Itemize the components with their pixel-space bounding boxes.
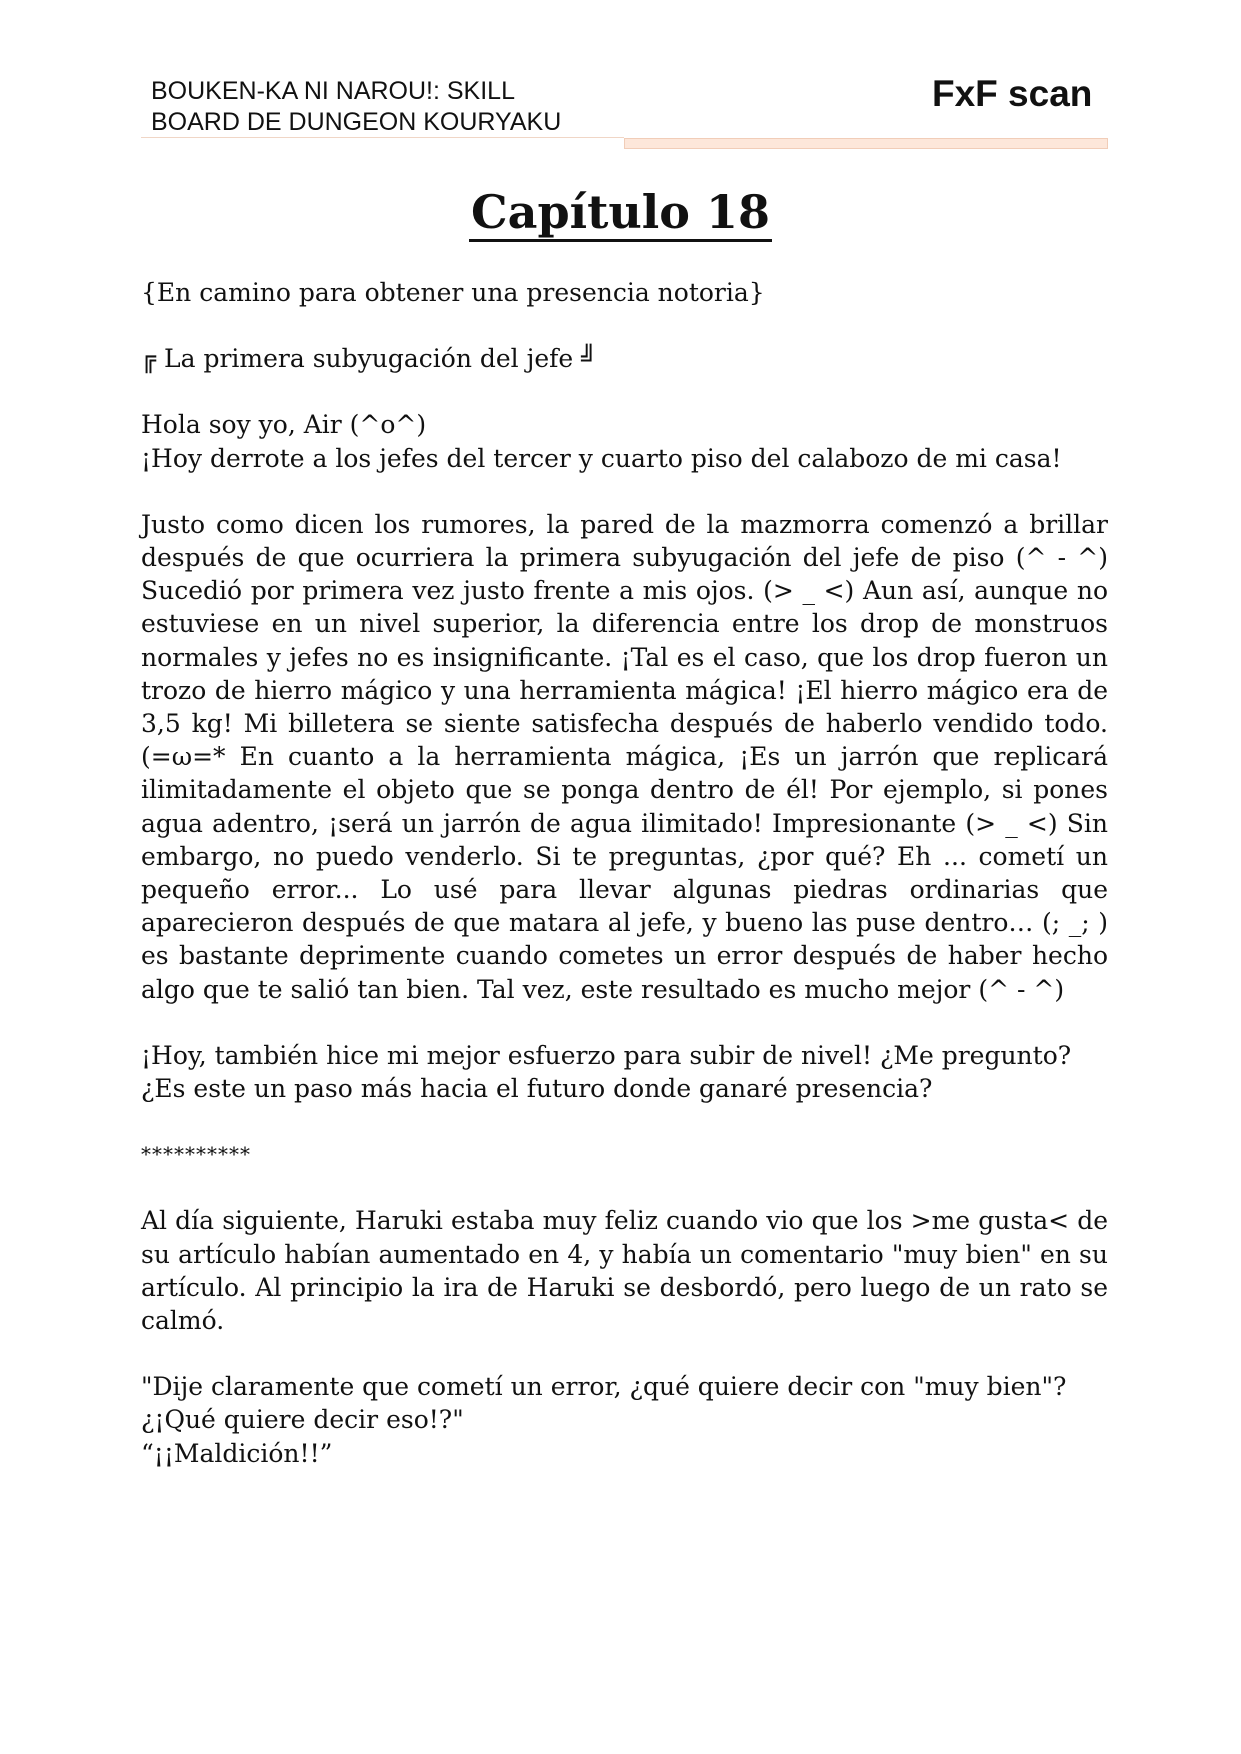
dialogue-quote-1: "Dije claramente que cometí un error, ¿qué quiere decir con "muy bien"? ¿¡Qué quiere decir eso!?" (141, 1372, 1067, 1435)
next-day-paragraph: Al día siguiente, Haruki estaba muy feliz cuando vio que los >me gusta< de su artículo habían aumentado en 4, y había un comentario "muy bien" en su artículo. Al principio la ira de Haruki se desbordó, pero luego de un rato se calmó. (141, 1206, 1108, 1336)
post-title: ╔ La primera subyugación del jefe ╝ (141, 344, 597, 374)
main-paragraph: Justo como dicen los rumores, la pared de la mazmorra comenzó a brillar después de que ocurriera la primera subyugación del jefe de piso (^ - ^) Sucedió por primera vez justo frente a mis ojos. (> _ <) Aun así, aunque no estuviese en un nivel superior, la diferencia entre los drop de monstruos normales y jefes no es insignificante. ¡Tal es el caso, que los drop fueron un trozo de hierro mágico y una herramienta mágica! ¡El hierro mágico era de 3,5 kg! Mi billetera se siente satisfecha después de haberlo vendido todo. (=ω=* En cuanto a la herramienta mágica, ¡Es un jarrón que replicará ilimitadamente el objeto que se ponga dentro de él! Por ejemplo, si pones agua adentro, ¡será un jarrón de agua ilimitado! Impresionante (> _ <) Sin embargo, no puedo venderlo. Si te preguntas, ¿por qué? Eh ... cometí un pequeño error... Lo usé para llevar algunas piedras ordinarias que aparecieron después de que matara al jefe, y bueno las puse dentro… (; _; ) es bastante deprimente cuando cometes un error después de haber hecho algo que te salió tan bien. Tal vez, este resultado es mucho mejor (^ - ^) (141, 509, 1108, 1004)
boss-defeat-line: ¡Hoy derrote a los jefes del tercer y cuarto piso del calabozo de mi casa! (141, 443, 1062, 473)
series-title-line-2: BOARD DE DUNGEON KOURYAKU (151, 108, 562, 136)
chapter-title-wrapper (0, 182, 1241, 242)
effort-paragraph: ¡Hoy, también hice mi mejor esfuerzo para subir de nivel! ¿Me pregunto? ¿Es este un paso más hacia el futuro donde ganaré presencia? (141, 1040, 1072, 1104)
dialogue-quote-2: “¡¡Maldición!!” (141, 1438, 333, 1468)
chapter-subtitle: {En camino para obtener una presencia notoria} (141, 278, 765, 307)
header-divider-right (624, 138, 1108, 149)
series-title-header (151, 76, 561, 138)
header-divider-left (141, 137, 624, 138)
greeting-line: Hola soy yo, Air (^o^) (141, 410, 427, 440)
chapter-body (141, 276, 1108, 1470)
series-title-line-1: BOUKEN-KA NI NAROU!: SKILL (151, 77, 515, 105)
chapter-title: Capítulo 18 (469, 185, 772, 242)
section-separator: ********** (141, 1142, 251, 1167)
scan-group-label: FxF scan (932, 73, 1093, 114)
